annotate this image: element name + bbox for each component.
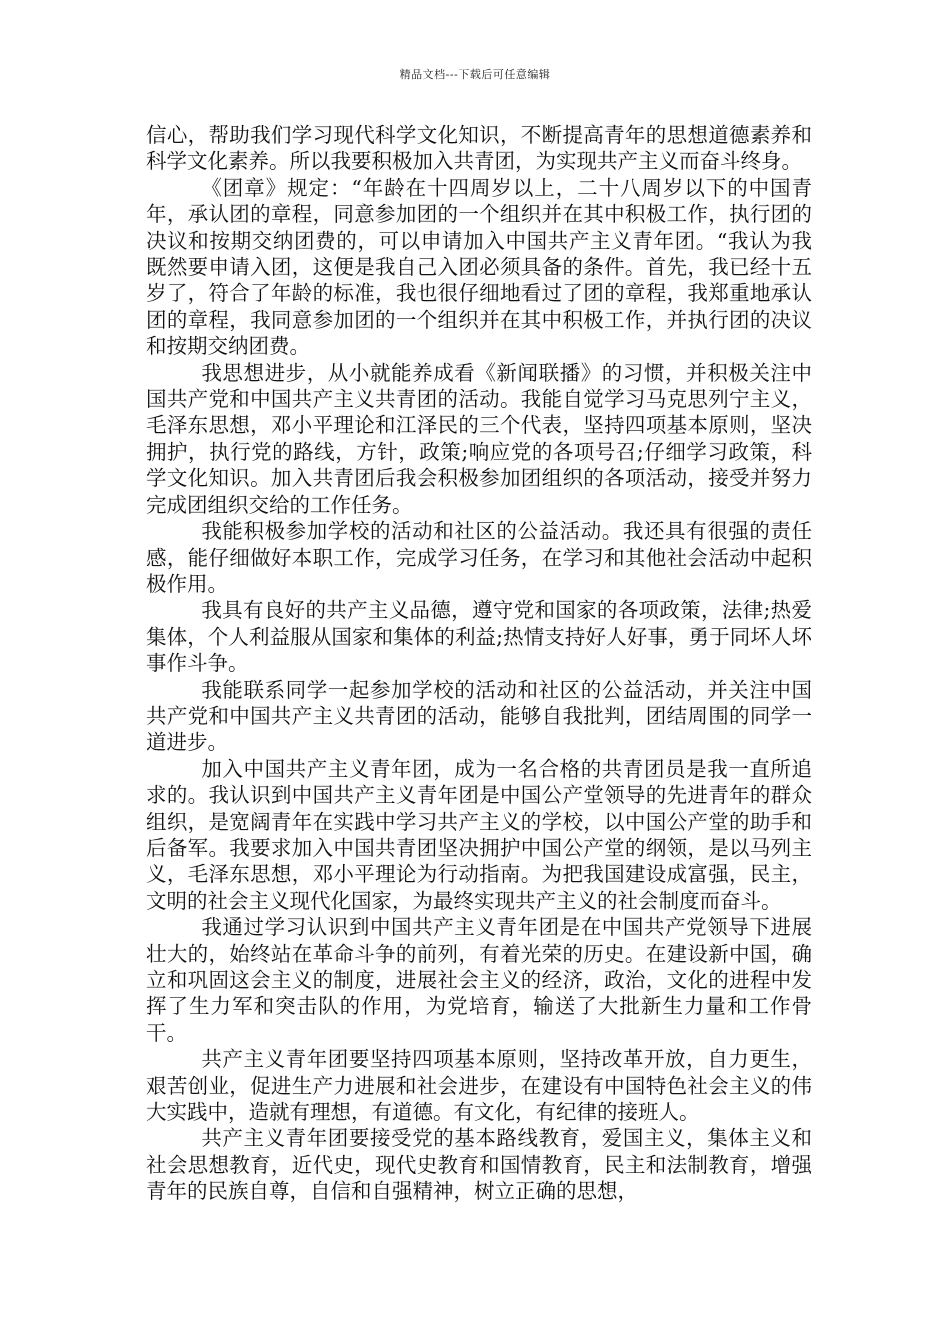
paragraph-4: 我能积极参加学校的活动和社区的公益活动。我还具有很强的责任感，能仔细做好本职工作，完成学习任务，在学习和其他社会活动中起积极作用。 [146, 519, 812, 596]
paragraph-9: 共产主义青年团要坚持四项基本原则，坚持改革开放，自力更生，艰苦创业，促进生产力进展和社会进步，在建设有中国特色社会主义的伟大实践中，造就有理想，有道德。有文化，有纪律的接班人。 [146, 1047, 812, 1125]
paragraph-7: 加入中国共产主义青年团，成为一名合格的共青团员是我一直所追求的。我认识到中国共产主义青年团是中国公产堂领导的先进青年的群众组织，是宽阔青年在实践中学习共产主义的学校，以中国公产堂的助手和后备军。我要求加入中国共青团坚决拥护中国公产堂的纲领，是以马列主义，毛泽东思想，邓小平理论为行动指南。为把我国建设成富强，民主，文明的社会主义现代化国家，为最终实现共产主义的社会制度而奋斗。 [146, 756, 812, 913]
paragraph-3: 我思想进步，从小就能养成看《新闻联播》的习惯，并积极关注中国共产党和中国共产主义共青团的活动。我能自觉学习马克思列宁主义，毛泽东思想，邓小平理论和江泽民的三个代表，坚持四项基本原则，坚决拥护，执行党的路线，方针，政策;响应党的各项号召;仔细学习政策，科学文化知识。加入共青团后我会积极参加团组织的各项活动，接受并努力完成团组织交给的工作任务。 [146, 360, 812, 517]
page-header: 精品文档---下载后可任意编辑 [399, 68, 551, 81]
document-body [146, 122, 812, 1205]
paragraph-8: 我通过学习认识到中国共产主义青年团是在中国共产党领导下进展壮大的，始终站在革命斗争的前列，有着光荣的历史。在建设新中国，确立和巩固这会主义的制度，进展社会主义的经济，政治，文化的进程中发挥了生力军和突击队的作用，为党培育，输送了大批新生力量和工作骨干。 [146, 915, 812, 1045]
paragraph-10: 共产主义青年团要接受党的基本路线教育，爱国主义，集体主义和社会思想教育，近代史，现代史教育和国情教育，民主和法制教育，增强青年的民族自尊，自信和自强精神，树立正确的思想， [146, 1126, 812, 1204]
paragraph-6: 我能联系同学一起参加学校的活动和社区的公益活动，并关注中国共产党和中国共产主义共青团的活动，能够自我批判，团结周围的同学一道进步。 [146, 677, 812, 755]
paragraph-1: 信心，帮助我们学习现代科学文化知识，不断提高青年的思想道德素养和科学文化素养。所以我要积极加入共青团，为实现共产主义而奋斗终身。 [146, 123, 812, 174]
paragraph-5: 我具有良好的共产主义品德，遵守党和国家的各项政策，法律;热爱集体，个人利益服从国家和集体的利益;热情支持好人好事，勇于同坏人坏事作斗争。 [146, 598, 812, 676]
paragraph-2: 《团章》规定：“年龄在十四周岁以上，二十八周岁以下的中国青年，承认团的章程，同意参加团的一个组织并在其中积极工作，执行团的决议和按期交纳团费的，可以申请加入中国共产主义青年团。“我认为我既然要申请入团，这便是我自己入团必须具备的条件。首先，我已经十五岁了，符合了年龄的标准，我也很仔细地看过了团的章程，我郑重地承认团的章程，我同意参加团的一个组织并在其中积极工作，并执行团的决议和按期交纳团费。 [146, 175, 812, 359]
